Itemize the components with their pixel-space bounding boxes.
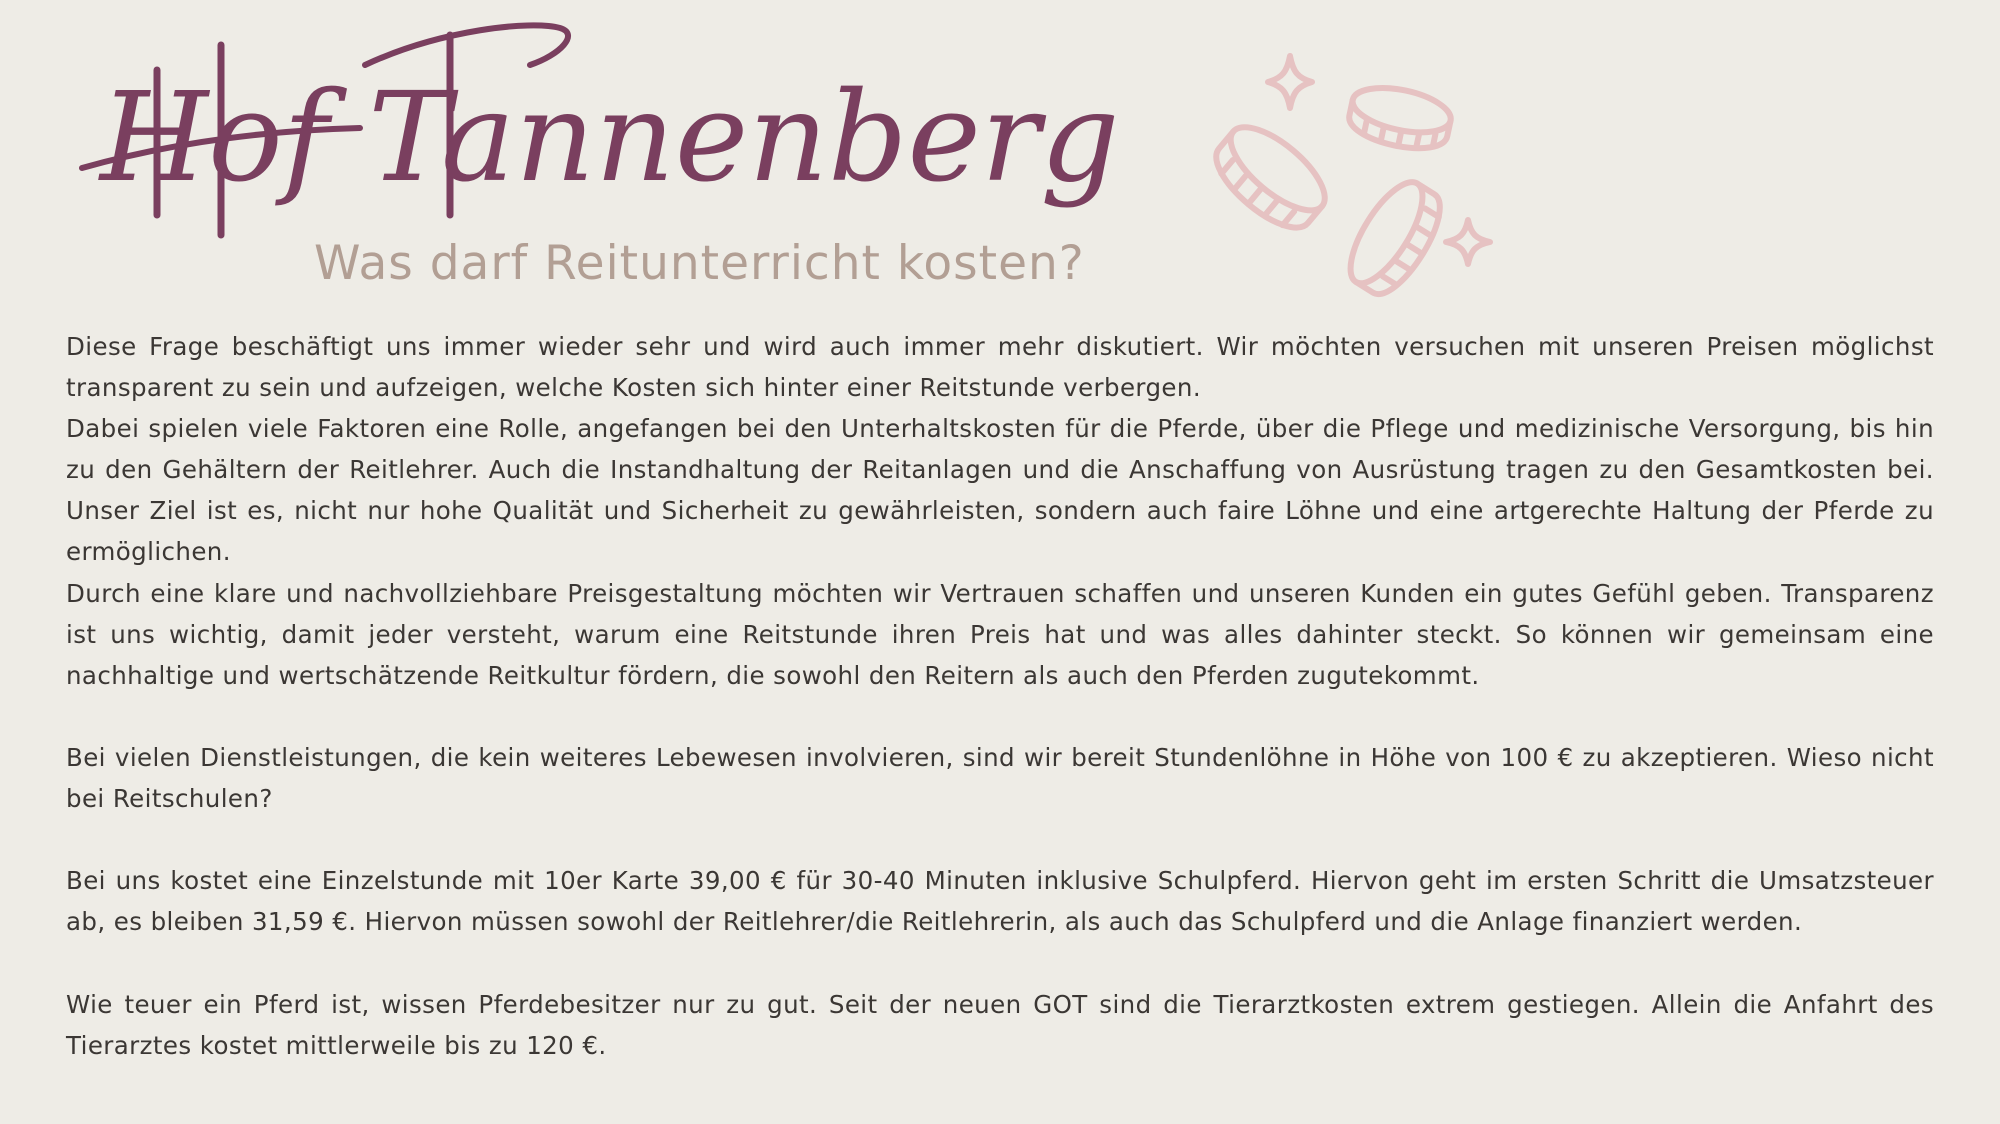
- logo-swash-top: [365, 25, 568, 65]
- coins-with-sparkles-icon: [1200, 48, 1520, 308]
- paragraph-hourly-wages: Bei vielen Dienstleistungen, die kein weiteres Lebewesen involvieren, sind wir bereit Stundenlöhne in Höhe von 100 € zu akzeptieren. Wieso nicht bei Reitschulen?: [66, 742, 1934, 814]
- brand-logo-graphic: [60, 10, 1120, 250]
- coin-icon: [1204, 113, 1338, 241]
- brand-logo: [60, 10, 1120, 250]
- paragraph-lesson-price: Bei uns kostet eine Einzelstunde mit 10er Karte 39,00 € für 30-40 Minuten inklusive Schulpferd. Hiervon geht im ersten Schritt die Umsatzsteuer ab, es bleiben 31,59 €. Hiervon müssen sowohl der Reitlehrer/die Reitlehrerin, als auch das Schulpferd und die Anlage finanziert werden.: [66, 866, 1934, 937]
- paragraph-spacer: [66, 942, 1934, 983]
- article-body: [66, 326, 1934, 1066]
- brand-name: Hof Tannenberg: [100, 66, 1120, 210]
- sparkle-icon: [1446, 220, 1490, 264]
- paragraph-vet-costs: Wie teuer ein Pferd ist, wissen Pferdebesitzer nur zu gut. Seit der neuen GOT sind die Tierarztkosten extrem gestiegen. Allein die Anfahrt des Tierarztes kostet mittlerweile bis zu 120 €.: [66, 989, 1934, 1060]
- sparkle-icon: [1268, 56, 1312, 108]
- coin-icon: [1337, 172, 1453, 304]
- page-subtitle: Was darf Reitunterricht kosten?: [314, 236, 1085, 291]
- paragraph-spacer: [66, 696, 1934, 737]
- coin-icon: [1345, 80, 1454, 156]
- paragraph-cost-factors: Dabei spielen viele Faktoren eine Rolle, angefangen bei den Unterhaltskosten für die Pferde, über die Pflege und medizinische Versorgung, bis hin zu den Gehältern der Reitlehrer. Auch die Instandhaltung der Reitanlagen und die Anschaffung von Ausrüstung tragen zu den Gesamtkosten bei. Unser Ziel ist es, nicht nur hohe Qualität und Sicherheit zu gewährleisten, sondern auch faire Löhne und eine artgerechte Haltung der Pferde zu ermöglichen.: [66, 414, 1934, 567]
- paragraph-intro: Diese Frage beschäftigt uns immer wieder sehr und wird auch immer mehr diskutiert. Wir möchten versuchen mit unseren Preisen möglichst transparent zu sein und aufzeigen, welche Kosten sich hinter einer Reitstunde verbergen.: [66, 332, 1934, 403]
- paragraph-spacer: [66, 819, 1934, 860]
- paragraph-transparency: Durch eine klare und nachvollziehbare Preisgestaltung möchten wir Vertrauen schaffen und unseren Kunden ein gutes Gefühl geben. Transparenz ist uns wichtig, damit jeder versteht, warum eine Reitstunde ihren Preis hat und was alles dahinter steckt. So können wir gemeinsam eine nachhaltige und wertschätzende Reitkultur fördern, die sowohl den Reitern als auch den Pferden zugutekommt.: [66, 578, 1934, 690]
